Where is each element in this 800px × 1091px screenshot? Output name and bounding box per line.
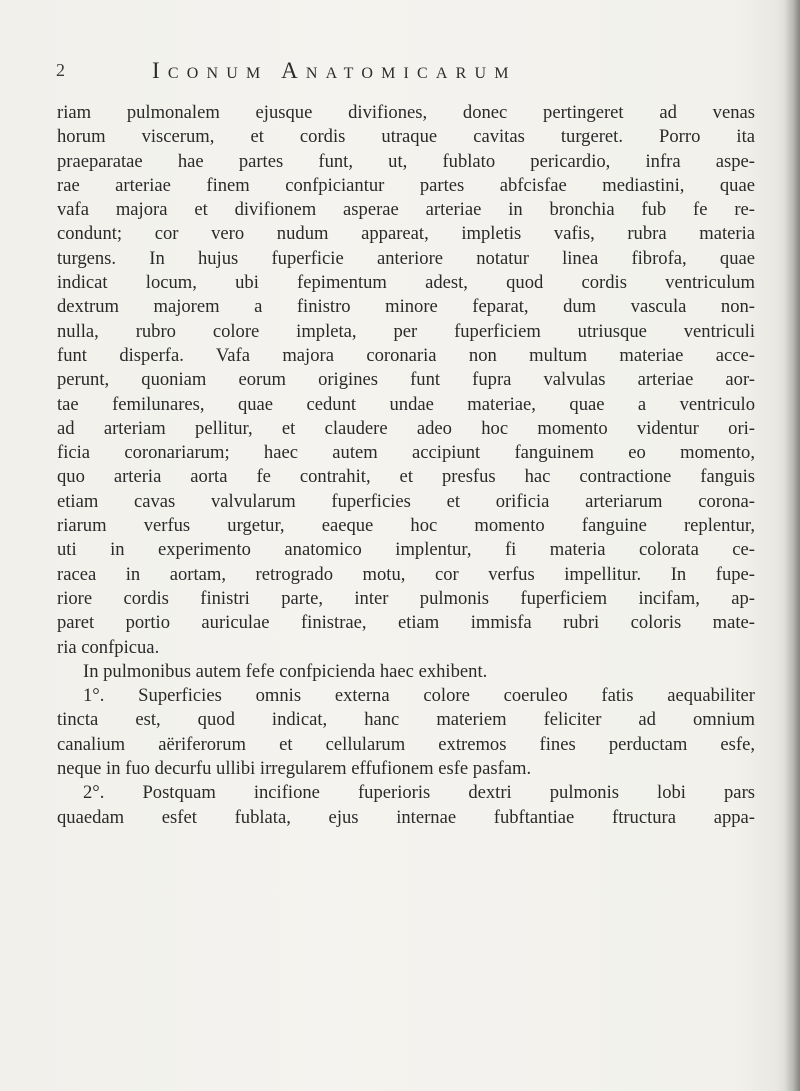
page-number: 2 [56,60,65,80]
text-line: nulla, rubro colore impleta, per fuperficiem utriusque ventriculi [57,320,755,342]
text-line: indicat locum, ubi fepimentum adest, quod cordis ventriculum [57,272,755,294]
page-edge-shadow [784,0,800,1091]
text-line: condunt; cor vero nudum appareat, impletis vafis, rubra materia [57,223,755,245]
running-title: Iconum Anatomicarum [152,58,517,83]
text-line: riam pulmonalem ejusque divifiones, donec pertingeret ad venas [57,102,755,123]
text-line: quaedam esfet fublata, ejus internae fubftantiae ftructura appa- [57,806,755,828]
text-line: riore cordis finistri parte, inter pulmonis fuperficiem incifam, ap- [57,587,755,609]
text-line: perunt, quoniam eorum origines funt fupra valvulas arteriae aor- [57,369,755,391]
text-line: horum viscerum, et cordis utraque cavitas turgeret. Porro ita [57,126,755,148]
text-line: riarum verfus urgetur, eaeque hoc momento fanguine replentur, [57,515,755,537]
text-line: ficia coronariarum; haec autem accipiunt fanguinem eo momento, [57,442,755,464]
text-line: funt disperfa. Vafa majora coronaria non multum materiae acce- [57,344,755,366]
text-line: praeparatae hae partes funt, ut, fublato pericardio, infra aspe- [57,150,755,172]
text-line: neque in fuo decurfu ullibi irregularem effufionem esfe pasfam. [57,758,532,780]
text-line: 2°. Postquam incifione fuperioris dextri pulmonis lobi pars [83,782,755,804]
text-line: quo arteria aorta fe contrahit, et presfus hac contractione fanguis [57,466,755,488]
text-line: rae arteriae finem confpiciantur partes abfcisfae mediastini, quae [57,174,755,196]
text-line: etiam cavas valvularum fuperficies et orificia arteriarum corona- [57,490,755,512]
text-line: ria confpicua. [57,636,160,658]
text-line: paret portio auriculae finistrae, etiam immisfa rubri coloris mate- [57,612,755,634]
text-line: canalium aëriferorum et cellularum extremos fines perductam esfe, [57,733,755,755]
running-header [56,58,756,88]
text-line: tincta est, quod indicat, hanc materiem feliciter ad omnium [57,709,755,731]
text-line: 1°. Superficies omnis externa colore coeruleo fatis aequabiliter [83,685,755,707]
text-line: tae femilunares, quae cedunt undae materiae, quae a ventriculo [57,393,755,415]
text-line: In pulmonibus autem fefe confpicienda haec exhibent. [83,660,488,682]
text-line: racea in aortam, retrogrado motu, cor verfus impellitur. In fupe- [57,563,755,585]
text-line: turgens. In hujus fuperficie anteriore notatur linea fibrofa, quae [57,247,755,269]
text-line: dextrum majorem a finistro minore feparat, dum vascula non- [57,296,755,318]
text-line: ad arteriam pellitur, et claudere adeo hoc momento videntur ori- [57,417,755,439]
text-line: vafa majora et divifionem asperae arteriae in bronchia fub fe re- [57,199,755,221]
body-text [57,101,755,830]
text-line: uti in experimento anatomico implentur, fi materia colorata ce- [57,539,755,561]
